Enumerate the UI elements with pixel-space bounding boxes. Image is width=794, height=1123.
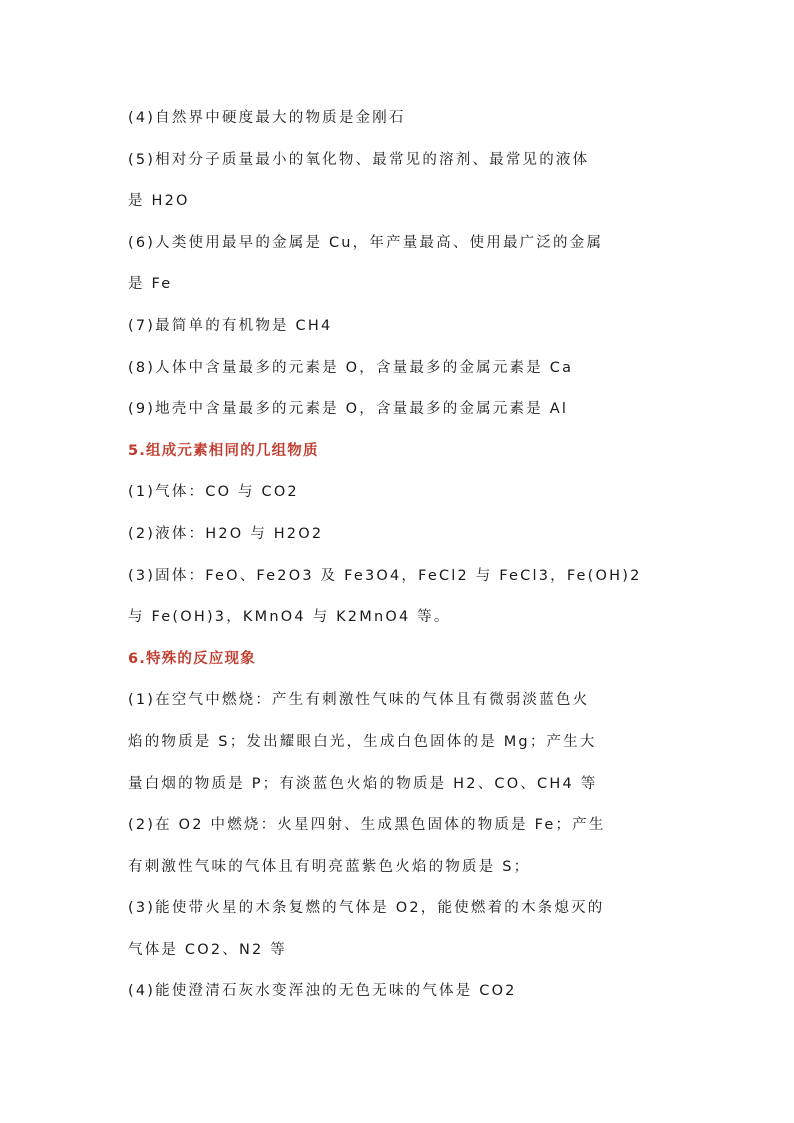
text-line: 是 H2O (128, 193, 190, 210)
text-line: (8)人体中含量最多的元素是 O，含量最多的金属元素是 Ca (128, 359, 574, 376)
text-line: 是 Fe (128, 276, 173, 293)
text-line: (7)最简单的有机物是 CH4 (128, 317, 333, 334)
text-line: (2)在 O2 中燃烧：火星四射、生成黑色固体的物质是 Fe；产生 (128, 817, 606, 834)
text-line: 量白烟的物质是 P；有淡蓝色火焰的物质是 H2、CO、CH4 等 (128, 775, 598, 792)
text-line: (5)相对分子质量最小的氧化物、最常见的溶剂、最常见的液体 (128, 151, 590, 168)
text-line: (1)气体：CO 与 CO2 (128, 484, 299, 501)
text-line: (4)能使澄清石灰水变浑浊的无色无味的气体是 CO2 (128, 983, 517, 1000)
section-heading: 6.特殊的反应现象 (128, 650, 256, 667)
text-line: 与 Fe(OH)3，KMnO4 与 K2MnO4 等。 (128, 609, 451, 626)
text-line: 焰的物质是 S；发出耀眼白光，生成白色固体的是 Mg；产生大 (128, 733, 597, 750)
document-page (128, 98, 668, 1013)
text-line: (6)人类使用最早的金属是 Cu，年产量最高、使用最广泛的金属 (128, 234, 604, 251)
text-line: (4)自然界中硬度最大的物质是金刚石 (128, 110, 406, 126)
text-line: (3)固体：FeO、Fe2O3 及 Fe3O4，FeCl2 与 FeCl3，Fe(OH)2 (128, 567, 642, 584)
section-heading: 5.组成元素相同的几组物质 (128, 442, 319, 459)
text-line: (3)能使带火星的木条复燃的气体是 O2，能使燃着的木条熄灭的 (128, 900, 605, 917)
text-line: 有刺激性气味的气体且有明亮蓝紫色火焰的物质是 S； (128, 858, 531, 875)
text-line: 气体是 CO2、N2 等 (128, 941, 287, 958)
text-line: (2)液体：H2O 与 H2O2 (128, 525, 324, 542)
text-line: (1)在空气中燃烧：产生有刺激性气味的气体且有微弱淡蓝色火 (128, 692, 590, 709)
text-line: (9)地壳中含量最多的元素是 O，含量最多的金属元素是 Al (128, 401, 569, 418)
